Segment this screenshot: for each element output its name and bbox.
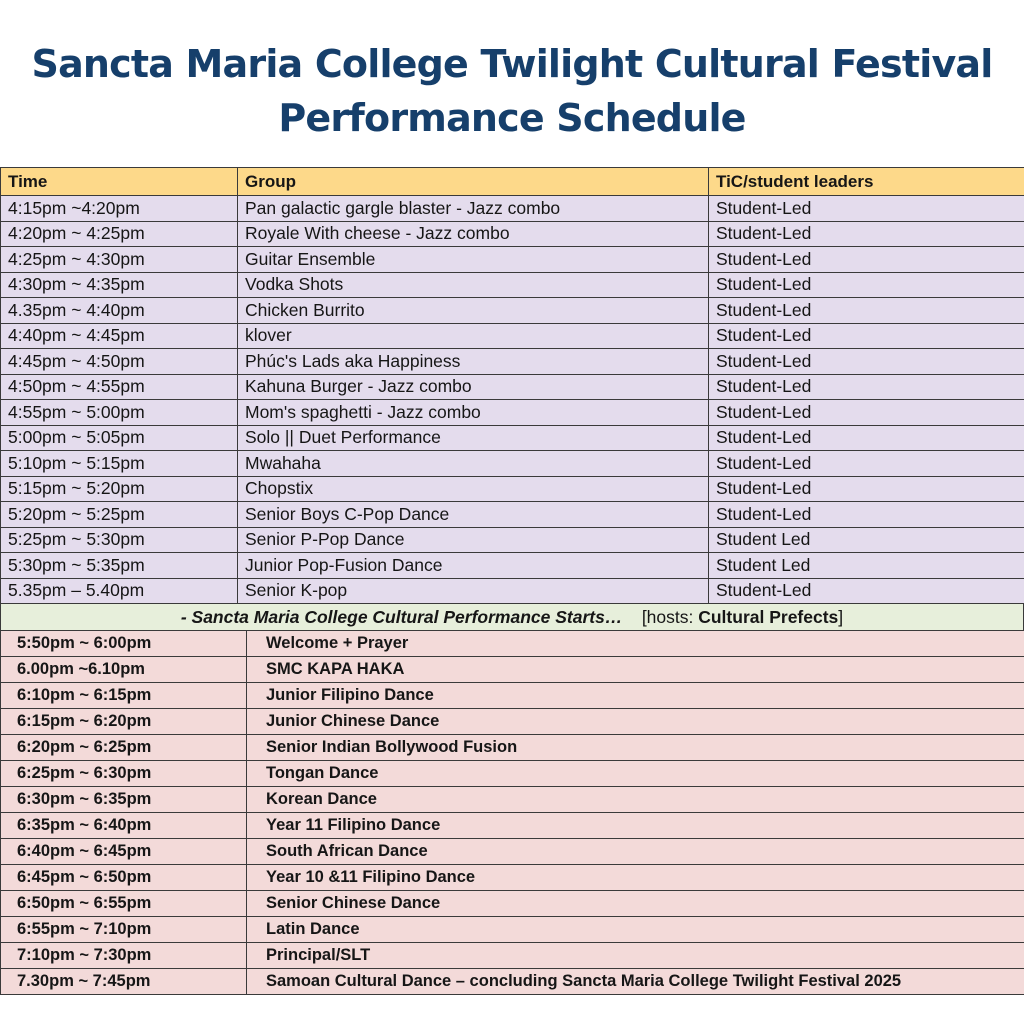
time-cell: 4:25pm ~ 4:30pm: [1, 247, 238, 273]
leaders-cell: Student-Led: [709, 349, 1024, 375]
leaders-cell: Student-Led: [709, 578, 1024, 604]
performance-cell: Principal/SLT: [247, 943, 1024, 969]
time-cell: 6:55pm ~ 7:10pm: [1, 917, 247, 943]
student-schedule-table: [0, 167, 1024, 604]
performance-cell: Junior Chinese Dance: [247, 709, 1024, 735]
table-row: [1, 709, 1024, 735]
time-cell: 7:10pm ~ 7:30pm: [1, 943, 247, 969]
leaders-cell: Student-Led: [709, 247, 1024, 273]
time-cell: 5:30pm ~ 5:35pm: [1, 553, 238, 579]
table-row: [1, 196, 1024, 222]
group-cell: Royale With cheese - Jazz combo: [238, 221, 709, 247]
table-row: [1, 761, 1024, 787]
leaders-cell: Student-Led: [709, 374, 1024, 400]
cultural-performance-banner: [0, 604, 1024, 630]
table-row: [1, 502, 1024, 528]
table-row: [1, 657, 1024, 683]
performance-cell: South African Dance: [247, 839, 1024, 865]
table-row: [1, 735, 1024, 761]
time-cell: 5:25pm ~ 5:30pm: [1, 527, 238, 553]
leaders-cell: Student-Led: [709, 272, 1024, 298]
banner-hosts-prefix: [hosts:: [641, 607, 699, 627]
group-cell: Chopstix: [238, 476, 709, 502]
table-row: [1, 527, 1024, 553]
time-cell: 4:55pm ~ 5:00pm: [1, 400, 238, 426]
performance-cell: Latin Dance: [247, 917, 1024, 943]
performance-cell: Year 10 &11 Filipino Dance: [247, 865, 1024, 891]
time-cell: 5:00pm ~ 5:05pm: [1, 425, 238, 451]
group-cell: Mom's spaghetti - Jazz combo: [238, 400, 709, 426]
group-cell: Senior Boys C-Pop Dance: [238, 502, 709, 528]
time-cell: 6:25pm ~ 6:30pm: [1, 761, 247, 787]
time-cell: 5:10pm ~ 5:15pm: [1, 451, 238, 477]
leaders-cell: Student-Led: [709, 451, 1024, 477]
performance-cell: Tongan Dance: [247, 761, 1024, 787]
time-cell: 6.00pm ~6.10pm: [1, 657, 247, 683]
time-cell: 6:30pm ~ 6:35pm: [1, 787, 247, 813]
leaders-cell: Student-Led: [709, 425, 1024, 451]
table-row: [1, 891, 1024, 917]
table-row: [1, 839, 1024, 865]
group-cell: Guitar Ensemble: [238, 247, 709, 273]
table-row: [1, 787, 1024, 813]
leaders-cell: Student-Led: [709, 502, 1024, 528]
time-cell: 4:40pm ~ 4:45pm: [1, 323, 238, 349]
time-cell: 4:30pm ~ 4:35pm: [1, 272, 238, 298]
leaders-cell: Student-Led: [709, 323, 1024, 349]
group-cell: Vodka Shots: [238, 272, 709, 298]
group-cell: Senior K-pop: [238, 578, 709, 604]
table-row: [1, 374, 1024, 400]
schedule: [0, 167, 1024, 995]
table-row: [1, 865, 1024, 891]
table-row: [1, 298, 1024, 324]
banner-hosts-value: Cultural Prefects: [698, 607, 839, 627]
table-row: [1, 476, 1024, 502]
group-cell: klover: [238, 323, 709, 349]
header-group: Group: [238, 168, 709, 196]
time-cell: 4:50pm ~ 4:55pm: [1, 374, 238, 400]
group-cell: Mwahaha: [238, 451, 709, 477]
performance-cell: Junior Filipino Dance: [247, 683, 1024, 709]
header-leaders: TiC/student leaders: [709, 168, 1024, 196]
banner-text: - Sancta Maria College Cultural Performance Starts…: [180, 607, 623, 627]
time-cell: 4:20pm ~ 4:25pm: [1, 221, 238, 247]
group-cell: Pan galactic gargle blaster - Jazz combo: [238, 196, 709, 222]
time-cell: 5.35pm – 5.40pm: [1, 578, 238, 604]
leaders-cell: Student Led: [709, 553, 1024, 579]
table-row: [1, 425, 1024, 451]
time-cell: 6:40pm ~ 6:45pm: [1, 839, 247, 865]
performance-cell: Samoan Cultural Dance – concluding Sancta Maria College Twilight Festival 2025: [247, 969, 1024, 995]
title-line-1: Sancta Maria College Twilight Cultural Festival: [31, 42, 993, 86]
title-line-2: Performance Schedule: [278, 96, 746, 140]
performance-cell: Korean Dance: [247, 787, 1024, 813]
time-cell: 5:15pm ~ 5:20pm: [1, 476, 238, 502]
group-cell: Chicken Burrito: [238, 298, 709, 324]
time-cell: 6:10pm ~ 6:15pm: [1, 683, 247, 709]
time-cell: 4:45pm ~ 4:50pm: [1, 349, 238, 375]
time-cell: 6:15pm ~ 6:20pm: [1, 709, 247, 735]
table-row: [1, 631, 1024, 657]
leaders-cell: Student-Led: [709, 298, 1024, 324]
table-row: [1, 683, 1024, 709]
group-cell: Senior P-Pop Dance: [238, 527, 709, 553]
group-cell: Solo || Duet Performance: [238, 425, 709, 451]
table-row: [1, 917, 1024, 943]
time-cell: 5:20pm ~ 5:25pm: [1, 502, 238, 528]
time-cell: 7.30pm ~ 7:45pm: [1, 969, 247, 995]
performance-cell: Welcome + Prayer: [247, 631, 1024, 657]
table-row: [1, 451, 1024, 477]
leaders-cell: Student-Led: [709, 400, 1024, 426]
page-title: [0, 0, 1024, 166]
performance-cell: Senior Chinese Dance: [247, 891, 1024, 917]
table-row: [1, 553, 1024, 579]
table-row: [1, 323, 1024, 349]
table-row: [1, 943, 1024, 969]
header-time: Time: [1, 168, 238, 196]
time-cell: 6:50pm ~ 6:55pm: [1, 891, 247, 917]
leaders-cell: Student-Led: [709, 221, 1024, 247]
table-row: [1, 400, 1024, 426]
banner-hosts-suffix: ]: [838, 607, 844, 627]
leaders-cell: Student Led: [709, 527, 1024, 553]
time-cell: 5:50pm ~ 6:00pm: [1, 631, 247, 657]
group-cell: Kahuna Burger - Jazz combo: [238, 374, 709, 400]
time-cell: 4.35pm ~ 4:40pm: [1, 298, 238, 324]
time-cell: 6:35pm ~ 6:40pm: [1, 813, 247, 839]
table-row: [1, 247, 1024, 273]
table-header-row: [1, 168, 1024, 196]
group-cell: Junior Pop-Fusion Dance: [238, 553, 709, 579]
table-row: [1, 578, 1024, 604]
table-row: [1, 349, 1024, 375]
group-cell: Phúc's Lads aka Happiness: [238, 349, 709, 375]
time-cell: 4:15pm ~4:20pm: [1, 196, 238, 222]
leaders-cell: Student-Led: [709, 476, 1024, 502]
table-row: [1, 813, 1024, 839]
cultural-schedule-table: [0, 630, 1024, 995]
leaders-cell: Student-Led: [709, 196, 1024, 222]
time-cell: 6:20pm ~ 6:25pm: [1, 735, 247, 761]
table-row: [1, 221, 1024, 247]
table-row: [1, 272, 1024, 298]
performance-cell: Year 11 Filipino Dance: [247, 813, 1024, 839]
performance-cell: SMC KAPA HAKA: [247, 657, 1024, 683]
time-cell: 6:45pm ~ 6:50pm: [1, 865, 247, 891]
table-row: [1, 969, 1024, 995]
performance-cell: Senior Indian Bollywood Fusion: [247, 735, 1024, 761]
